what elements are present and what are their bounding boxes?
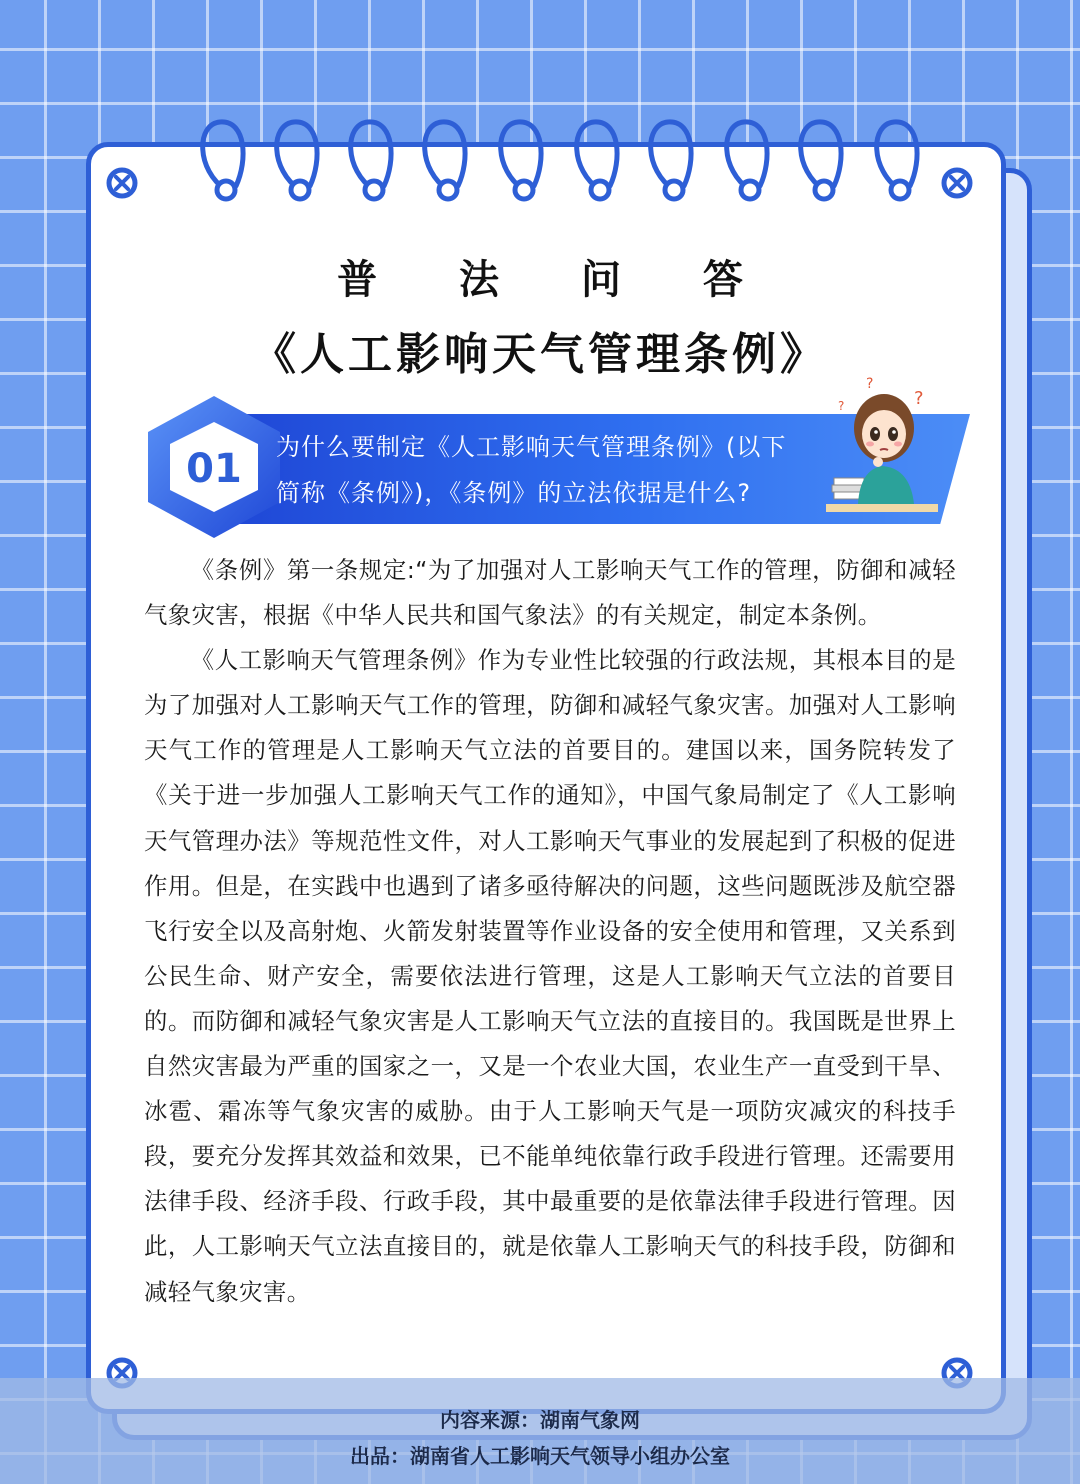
hexagon-badge bbox=[140, 392, 288, 542]
answer-body bbox=[144, 548, 956, 1315]
page-title: 普 法 问 答 bbox=[337, 256, 777, 303]
question-number: 01 bbox=[186, 446, 242, 492]
question-line-1: 为什么要制定《人工影响天气管理条例》(以下 bbox=[276, 433, 787, 461]
question-mark-icon: ? bbox=[914, 388, 924, 409]
question-mark-icon: ? bbox=[866, 376, 874, 392]
thinking-girl-illustration bbox=[820, 370, 944, 520]
screw-icon bbox=[105, 166, 139, 200]
question-mark-icon: ? bbox=[838, 399, 845, 413]
footer-source: 内容来源：湖南气象网 bbox=[440, 1408, 640, 1432]
answer-paragraph-1: 《条例》第一条规定:“为了加强对人工影响天气工作的管理，防御和减轻气象灾害，根据《中华人民共和国气象法》的有关规定，制定本条例。 bbox=[144, 556, 956, 630]
screw-icon bbox=[940, 166, 974, 200]
question-line-2: 简称《条例》)，《条例》的立法依据是什么? bbox=[276, 479, 752, 507]
answer-paragraph-2: 《人工影响天气管理条例》作为专业性比较强的行政法规，其根本目的是为了加强对人工影响天气工作的管理，防御和减轻气象灾害。加强对人工影响天气工作的管理是人工影响天气立法的首要目的。建国以来，国务院转发了《关于进一步加强人工影响天气工作的通知》，中国气象局制定了《人工影响天气管理办法》等规范性文件，对人工影响天气事业的发展起到了积极的促进作用。但是，在实践中也遇到了诸多亟待解决的问题，这些问题既涉及航空器飞行安全以及高射炮、火箭发射装置等作业设备的安全使用和管理，又关系到公民生命、财产安全，需要依法进行管理，这是人工影响天气立法的首要目的。而防御和减轻气象灾害是人工影响天气立法的直接目的。我国既是世界上自然灾害最为严重的国家之一，又是一个农业大国，农业生产一直受到干旱、冰雹、霜冻等气象灾害的威胁。由于人工影响天气是一项防灾减灾的科技手段，要充分发挥其效益和效果，已不能单纯依靠行政手段进行管理。还需要用法律手段、经济手段、行政手段，其中最重要的是依靠法律手段进行管理。因此，人工影响天气立法直接目的，就是依靠人工影响天气的科技手段，防御和减轻气象灾害。 bbox=[144, 646, 956, 1306]
footer-publisher: 出品：湖南省人工影响天气领导小组办公室 bbox=[350, 1444, 730, 1468]
question-text bbox=[276, 424, 836, 516]
page-subtitle: 《人工影响天气管理条例》 bbox=[252, 329, 828, 380]
